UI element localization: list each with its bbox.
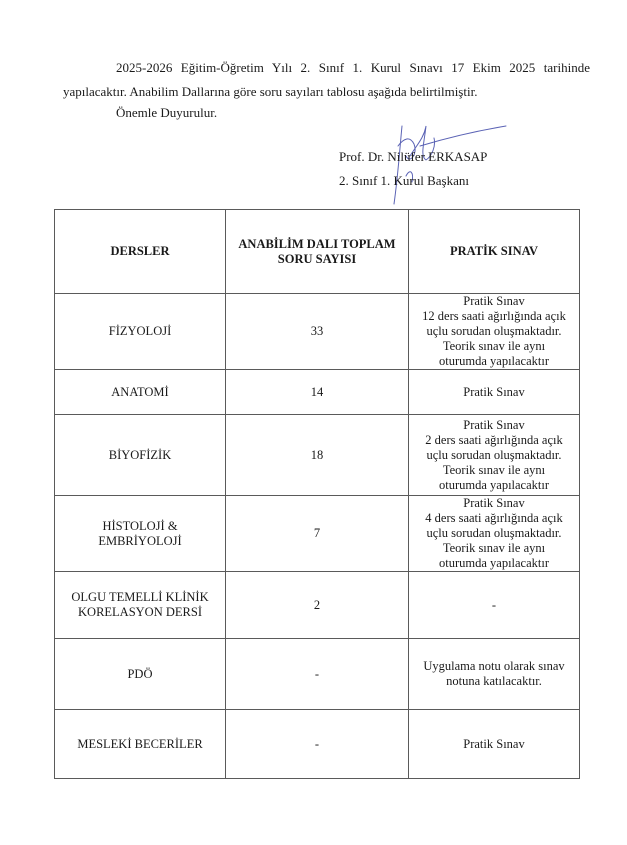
signatory-name: Prof. Dr. Nilüfer ERKASAP bbox=[339, 149, 488, 164]
practical-exam-info: Uygulama notu olarak sınav notuna katılacaktır. bbox=[409, 639, 580, 710]
header-question-count: ANABİLİM DALI TOPLAM SORU SAYISI bbox=[226, 210, 409, 294]
table-row bbox=[55, 639, 580, 710]
question-count: 2 bbox=[226, 572, 409, 639]
table-row bbox=[55, 415, 580, 496]
course-name: BİYOFİZİK bbox=[55, 415, 226, 496]
course-name: FİZYOLOJİ bbox=[55, 294, 226, 370]
signatory-title: 2. Sınıf 1. Kurul Başkanı bbox=[339, 173, 469, 188]
question-count: 7 bbox=[226, 496, 409, 572]
practical-exam-info: - bbox=[409, 572, 580, 639]
question-count: - bbox=[226, 710, 409, 779]
practical-exam-info: Pratik Sınav 2 ders saati ağırlığında açık uçlu sorudan oluşmaktadır. Teorik sınav ile aynı oturumda yapılacaktır bbox=[409, 415, 580, 496]
table-row bbox=[55, 370, 580, 415]
announcement-line-2: yapılacaktır. Anabilim Dallarına göre soru sayıları tablosu aşağıda belirtilmiştir. bbox=[63, 84, 478, 99]
question-count-table bbox=[54, 209, 580, 779]
table-row bbox=[55, 572, 580, 639]
table-row bbox=[55, 710, 580, 779]
practical-exam-info: Pratik Sınav bbox=[409, 370, 580, 415]
header-practical-exam: PRATİK SINAV bbox=[409, 210, 580, 294]
question-count: 14 bbox=[226, 370, 409, 415]
question-count: - bbox=[226, 639, 409, 710]
course-name: OLGU TEMELLİ KLİNİK KORELASYON DERSİ bbox=[55, 572, 226, 639]
question-count: 18 bbox=[226, 415, 409, 496]
course-name: ANATOMİ bbox=[55, 370, 226, 415]
practical-exam-info: Pratik Sınav bbox=[409, 710, 580, 779]
course-name: MESLEKİ BECERİLER bbox=[55, 710, 226, 779]
question-count: 33 bbox=[226, 294, 409, 370]
header-courses: DERSLER bbox=[55, 210, 226, 294]
table-header-row bbox=[55, 210, 580, 294]
course-name: PDÖ bbox=[55, 639, 226, 710]
course-name: HİSTOLOJİ & EMBRİYOLOJİ bbox=[55, 496, 226, 572]
practical-exam-info: Pratik Sınav 12 ders saati ağırlığında açık uçlu sorudan oluşmaktadır. Teorik sınav ile aynı oturumda yapılacaktır bbox=[409, 294, 580, 370]
table-row bbox=[55, 294, 580, 370]
practical-exam-info: Pratik Sınav 4 ders saati ağırlığında açık uçlu sorudan oluşmaktadır. Teorik sınav ile aynı oturumda yapılacaktır bbox=[409, 496, 580, 572]
announcement-closing: Önemle Duyurulur. bbox=[116, 105, 218, 120]
table-row bbox=[55, 496, 580, 572]
announcement-line-1: 2025-2026 Eğitim-Öğretim Yılı 2. Sınıf 1. Kurul Sınavı 17 Ekim 2025 tarihinde bbox=[116, 60, 590, 75]
